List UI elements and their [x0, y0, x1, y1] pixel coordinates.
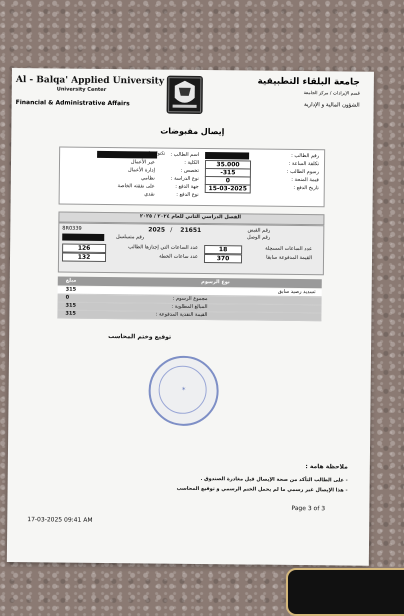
- label-voucher-number: رقم الوصل: [246, 234, 271, 241]
- receipt-number: 21651: [180, 226, 202, 234]
- major-value: إدارة الأعمال: [127, 167, 155, 174]
- label-student-fee: رسوم الطالب :: [286, 168, 319, 176]
- college-value: عبر الأعمال: [130, 159, 156, 166]
- payer-value: على نفقته الخاصة: [117, 183, 155, 190]
- fees-row-label: تسديد رصيد سابق: [277, 288, 316, 296]
- plan-hours-value: 132: [62, 253, 106, 262]
- university-center-en: University Center: [56, 86, 107, 93]
- department-en: Financial & Administrative Affairs: [15, 99, 130, 108]
- label-receipt-number: رقم القبض: [247, 227, 271, 234]
- phone-corner: [286, 568, 404, 616]
- payment-date-value: 15-03-2025: [205, 184, 251, 193]
- grant-value: 0: [205, 176, 251, 185]
- label-student-id: رقم الطالب :: [291, 152, 320, 160]
- label-payment-date: تاريخ الدفع :: [293, 184, 319, 192]
- label-grant-value: قيمة المنحة :: [291, 176, 319, 184]
- study-type-value: نظامي: [140, 175, 155, 182]
- university-name-en: Al - Balqa' Applied University: [15, 75, 165, 87]
- university-center-ar: قسم الإيرادات / مركز الجامعة: [303, 91, 360, 97]
- fees-row-label: مجموع الرسوم :: [172, 295, 208, 303]
- receipt-year: 2025: [148, 226, 166, 234]
- fees-row-amount: 0: [65, 294, 70, 301]
- label-major: تخصص :: [180, 167, 199, 174]
- label-student-name: اسم الطالب :: [170, 151, 200, 158]
- accountant-signature-label: توقيع وختم المحاسب: [108, 333, 172, 341]
- label-college: الكلية :: [184, 159, 200, 166]
- receipt-title: إيصال مقبوضات: [160, 126, 225, 137]
- fees-row-label: المبالغ المطلوبة :: [171, 303, 208, 311]
- fees-row-label: القيمة النقدية المدفوعة :: [155, 311, 208, 319]
- payment-type-value: نقدي: [144, 191, 155, 198]
- student-id-redacted: [205, 152, 249, 159]
- label-hour-fee: تكلفة الساعة :: [288, 160, 320, 168]
- fees-head-type: نوع الرسوم: [201, 278, 230, 286]
- university-name-ar: جامعة البلقاء التطبيقية: [257, 76, 360, 88]
- official-stamp-icon: [148, 355, 219, 426]
- label-study-type: نوع الدراسة :: [170, 175, 199, 182]
- label-payer: جهة الدفع :: [175, 183, 199, 190]
- semester-label: الفصل الدراسي الثاني للعام ٢٠٢٤ / ٢٠٢٥: [139, 213, 242, 221]
- hour-fee-value: 35.000: [205, 160, 251, 169]
- label-hours-done: عدد الساعات التي إجتازها الطالب: [128, 244, 199, 251]
- fees-row-amount: 315: [65, 302, 76, 309]
- prev-paid-value: 370: [204, 254, 242, 263]
- label-hours-registered: عدد الساعات المسجلة: [265, 245, 313, 253]
- receipt-paper: [7, 68, 374, 566]
- serial-value: 8R0339: [62, 225, 82, 232]
- label-payment-type: نوع الدفع :: [176, 191, 199, 198]
- student-fee-value: -315: [205, 168, 251, 177]
- page-indicator: Page 3 of 3: [291, 504, 326, 513]
- hours-registered-value: 18: [204, 245, 242, 254]
- serial-redacted: [62, 234, 104, 241]
- label-prev-paid: القيمة المدفوعة سابقا: [266, 254, 313, 262]
- label-serial: رقم متسلسل: [115, 234, 145, 241]
- label-plan-hours: عدد ساعات الخطة: [159, 253, 199, 260]
- notes-title: ملاحظة هامة :: [305, 463, 348, 471]
- fees-row-amount: 315: [65, 286, 77, 293]
- fees-row: [57, 310, 321, 321]
- fees-row-amount: 315: [65, 310, 76, 317]
- fees-table: [57, 286, 321, 321]
- print-datetime: 17-03-2025 09:41 AM: [27, 516, 93, 524]
- university-logo-icon: [167, 76, 203, 114]
- fees-head-amount: مبلغ: [65, 277, 77, 284]
- stamp-mark: ✶: [181, 385, 187, 393]
- notes-line-2: - هذا الإيصال غير رسمي ما لم يحمل الختم الرسمي و توقيع المحاسب: [176, 485, 348, 494]
- receipt-separator: /: [170, 226, 173, 234]
- department-ar: الشؤون المالية و الإدارية: [303, 102, 360, 109]
- student-name-partial: تكنولوجيا: [148, 151, 166, 157]
- notes-line-1: - على الطالب التأكد من صحة الإيصال قبل مغادرة الصندوق .: [200, 475, 348, 484]
- hours-done-value: 126: [62, 244, 106, 253]
